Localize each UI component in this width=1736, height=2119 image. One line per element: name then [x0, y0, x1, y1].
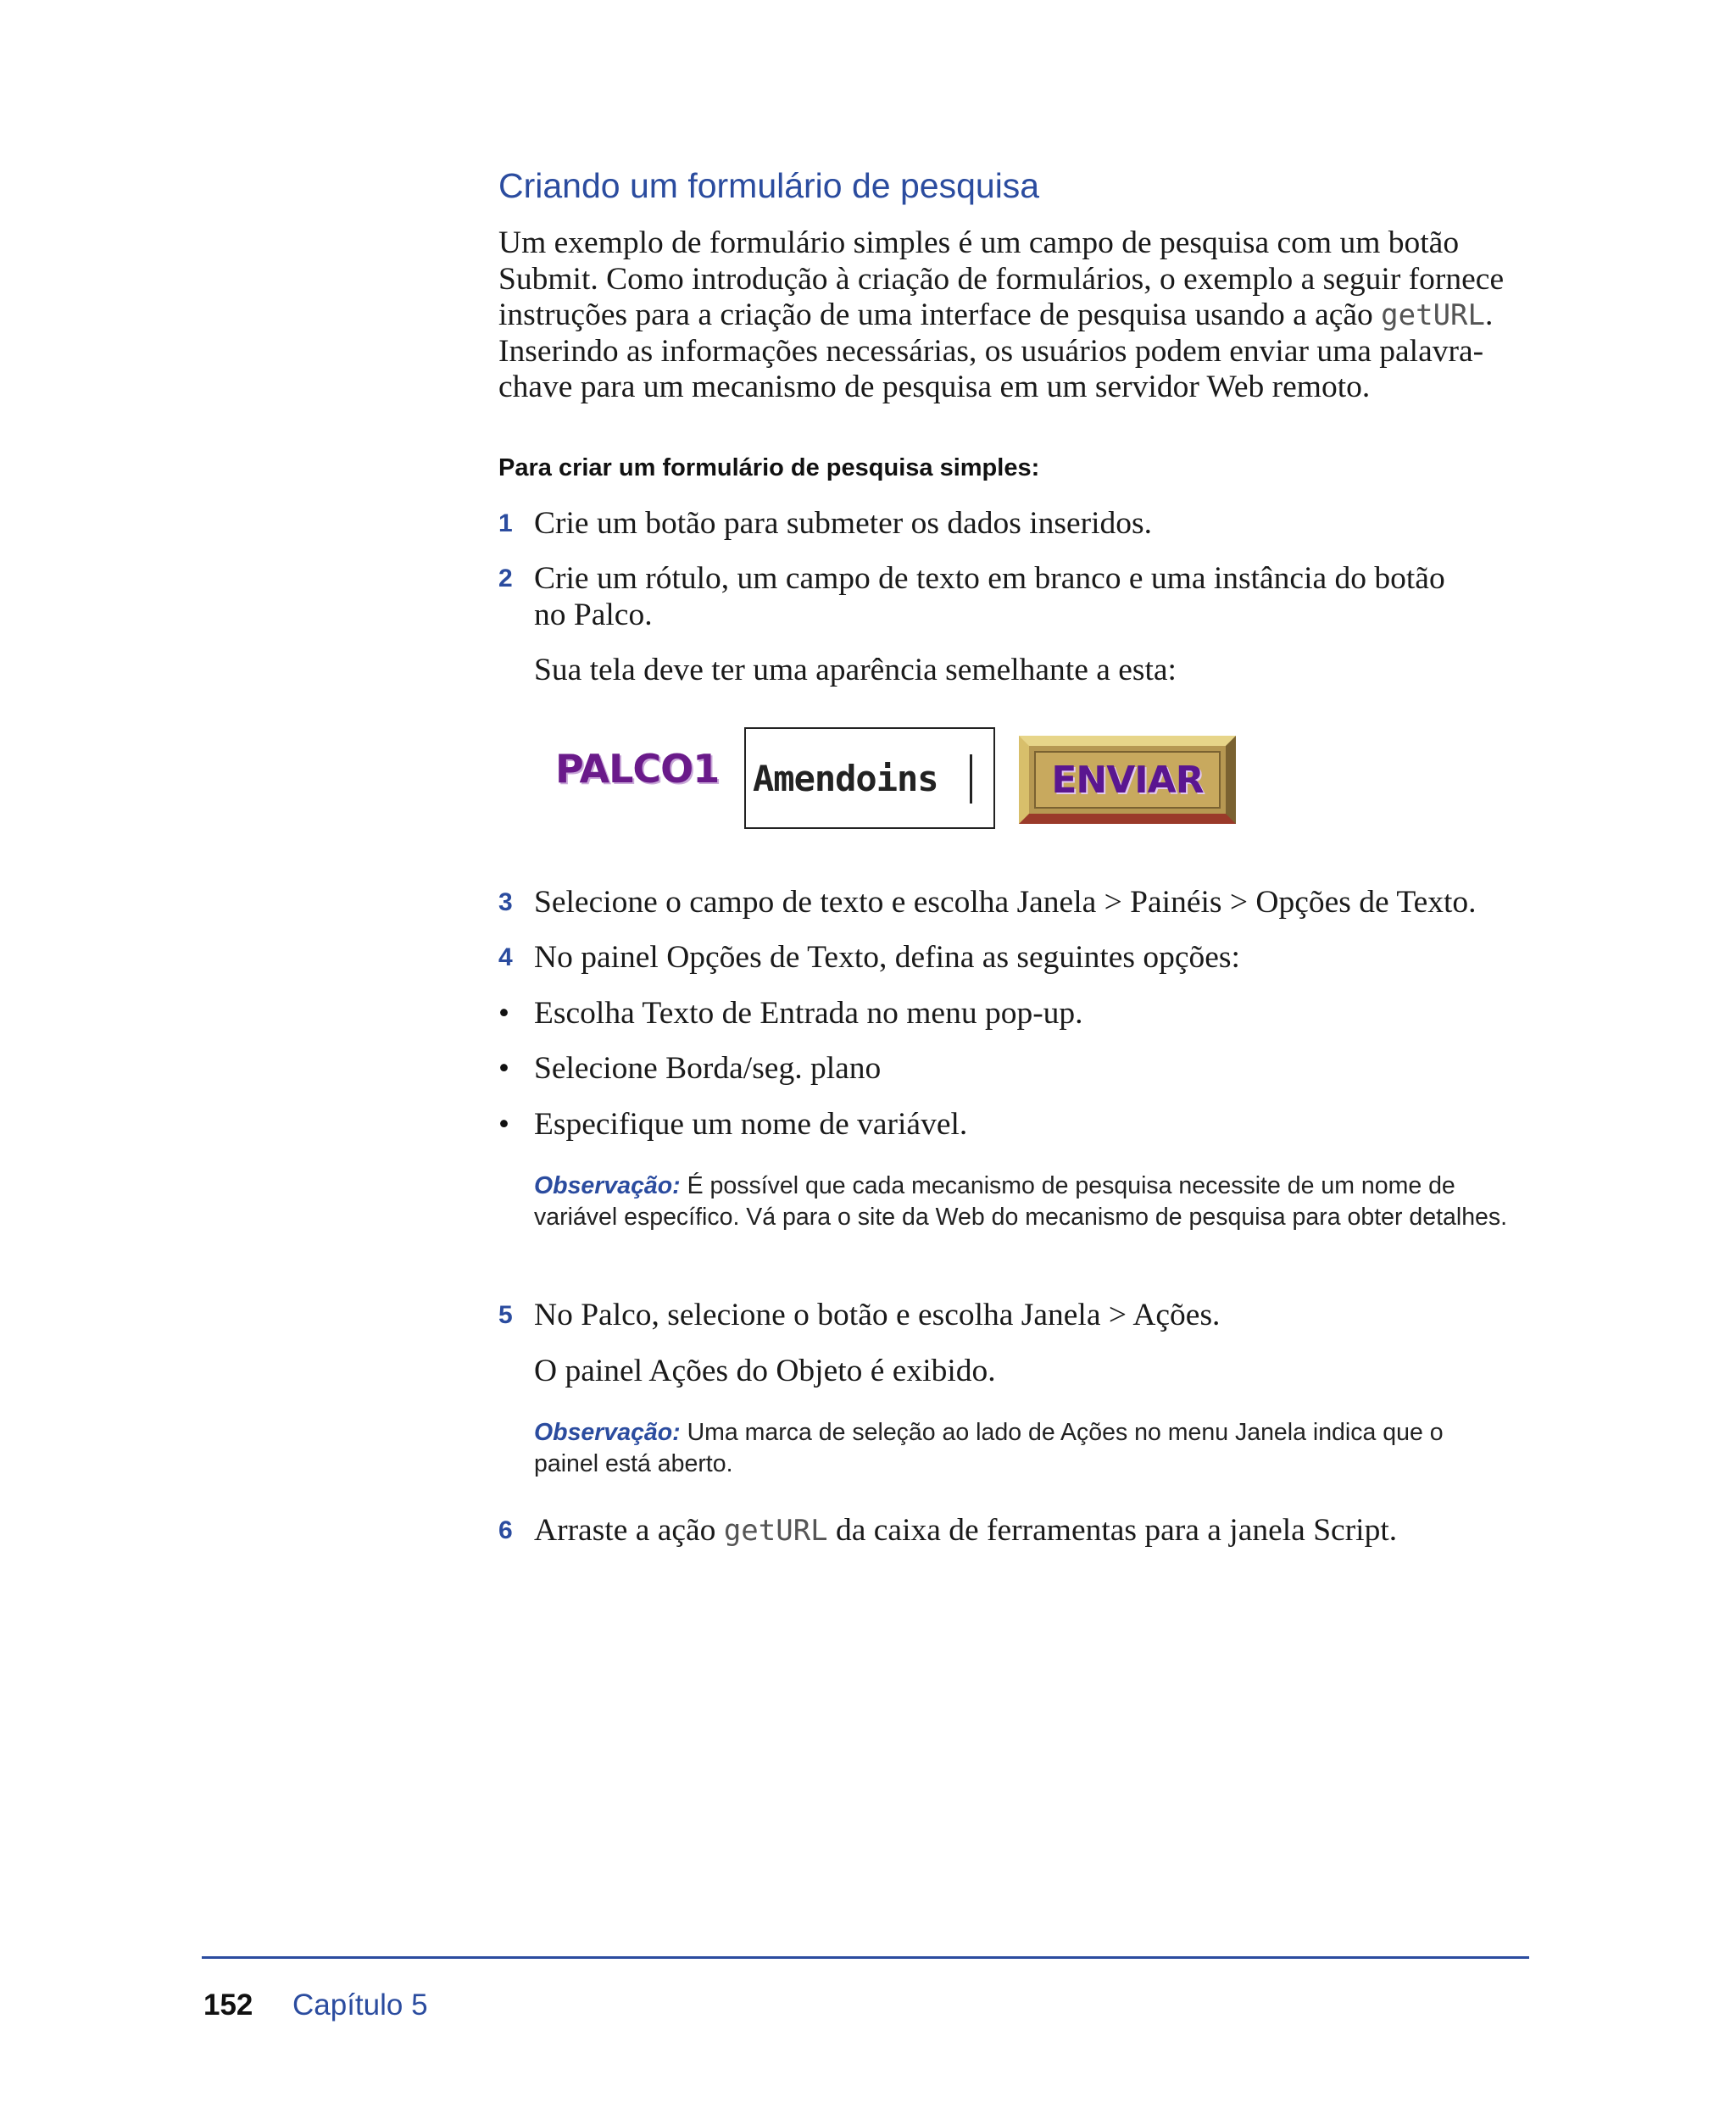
- bullet-text: Selecione Borda/seg. plano: [534, 1051, 882, 1086]
- step-number: 4: [498, 943, 513, 971]
- stage-illustration: [542, 727, 1246, 832]
- step-5-result: O painel Ações do Objeto é exibido.: [534, 1354, 996, 1388]
- bullet-icon: •: [498, 1107, 509, 1142]
- search-field-value: Amendoins: [753, 758, 938, 799]
- bullet-item: [498, 1050, 1541, 1087]
- intro-code: getURL: [1381, 298, 1485, 332]
- step-4: [498, 939, 1541, 976]
- note-2: [534, 1417, 1509, 1480]
- step-number: 6: [498, 1516, 513, 1544]
- step-text: No Palco, selecione o botão e escolha Janela > Ações.: [534, 1298, 1221, 1332]
- chapter-label: Capítulo 5: [292, 1988, 428, 2022]
- step-6-text-1: Arraste a ação: [534, 1513, 724, 1548]
- stage-label: PALCO1: [555, 746, 720, 792]
- step-6-text-2: da caixa de ferramentas para a janela Script.: [827, 1513, 1398, 1548]
- step-number: 1: [498, 509, 513, 537]
- step-2-result: Sua tela deve ter uma aparência semelhante a esta:: [534, 653, 1177, 687]
- note-1: [534, 1171, 1509, 1233]
- note-label: Observação:: [534, 1172, 681, 1199]
- procedure-heading: Para criar um formulário de pesquisa simples:: [498, 454, 1040, 481]
- step-number: 3: [498, 888, 513, 916]
- note-text: Uma marca de seleção ao lado de Ações no menu Janela indica que o painel está aberto.: [534, 1419, 1444, 1477]
- text-caret: [970, 754, 972, 804]
- step-text: Selecione o campo de texto e escolha Janela > Painéis > Opções de Texto.: [534, 885, 1477, 920]
- intro-paragraph: [498, 225, 1541, 406]
- intro-text-1: Um exemplo de formulário simples é um campo de pesquisa com um botão Submit. Como introdução à criação de formulários, o exemplo a seguir fornece instruções para a criação de uma interface de pesquisa usando a ação: [498, 225, 1505, 332]
- submit-button-face: [1034, 751, 1221, 809]
- page-number: 152: [203, 1988, 253, 2022]
- bullet-icon: •: [498, 996, 509, 1031]
- bullet-item: [498, 1106, 1541, 1143]
- step-5: [498, 1297, 1541, 1333]
- step-text: No painel Opções de Texto, defina as seguintes opções:: [534, 940, 1240, 975]
- note-text: É possível que cada mecanismo de pesquisa necessite de um nome de variável específico. Vá para o site da Web do mecanismo de pesquisa para obter detalhes.: [534, 1172, 1508, 1231]
- section-title: Criando um formulário de pesquisa: [498, 166, 1040, 205]
- search-text-field[interactable]: [744, 727, 995, 829]
- submit-button-label: ENVIAR: [1051, 758, 1204, 802]
- intro-text-2: . Inserindo as informações necessárias, os usuários podem enviar uma palavra-chave para um mecanismo de pesquisa em um servidor Web remoto.: [498, 298, 1494, 404]
- footer-rule: [202, 1956, 1529, 1959]
- bullet-icon: •: [498, 1051, 509, 1086]
- step-text: [534, 1512, 1541, 1549]
- step-2: [498, 560, 1541, 633]
- step-6: [498, 1512, 1541, 1549]
- note-label: Observação:: [534, 1419, 681, 1446]
- step-text: Crie um botão para submeter os dados inseridos.: [534, 506, 1153, 541]
- step-3: [498, 884, 1541, 920]
- step-1: [498, 505, 1541, 542]
- bullet-item: [498, 995, 1541, 1032]
- submit-button[interactable]: [1019, 736, 1236, 824]
- bullet-text: Especifique um nome de variável.: [534, 1107, 968, 1142]
- step-6-code: getURL: [723, 1514, 828, 1548]
- bullet-text: Escolha Texto de Entrada no menu pop-up.: [534, 996, 1083, 1031]
- step-number: 5: [498, 1301, 513, 1329]
- step-number: 2: [498, 565, 513, 592]
- step-text: Crie um rótulo, um campo de texto em branco e uma instância do botão no Palco.: [534, 561, 1445, 632]
